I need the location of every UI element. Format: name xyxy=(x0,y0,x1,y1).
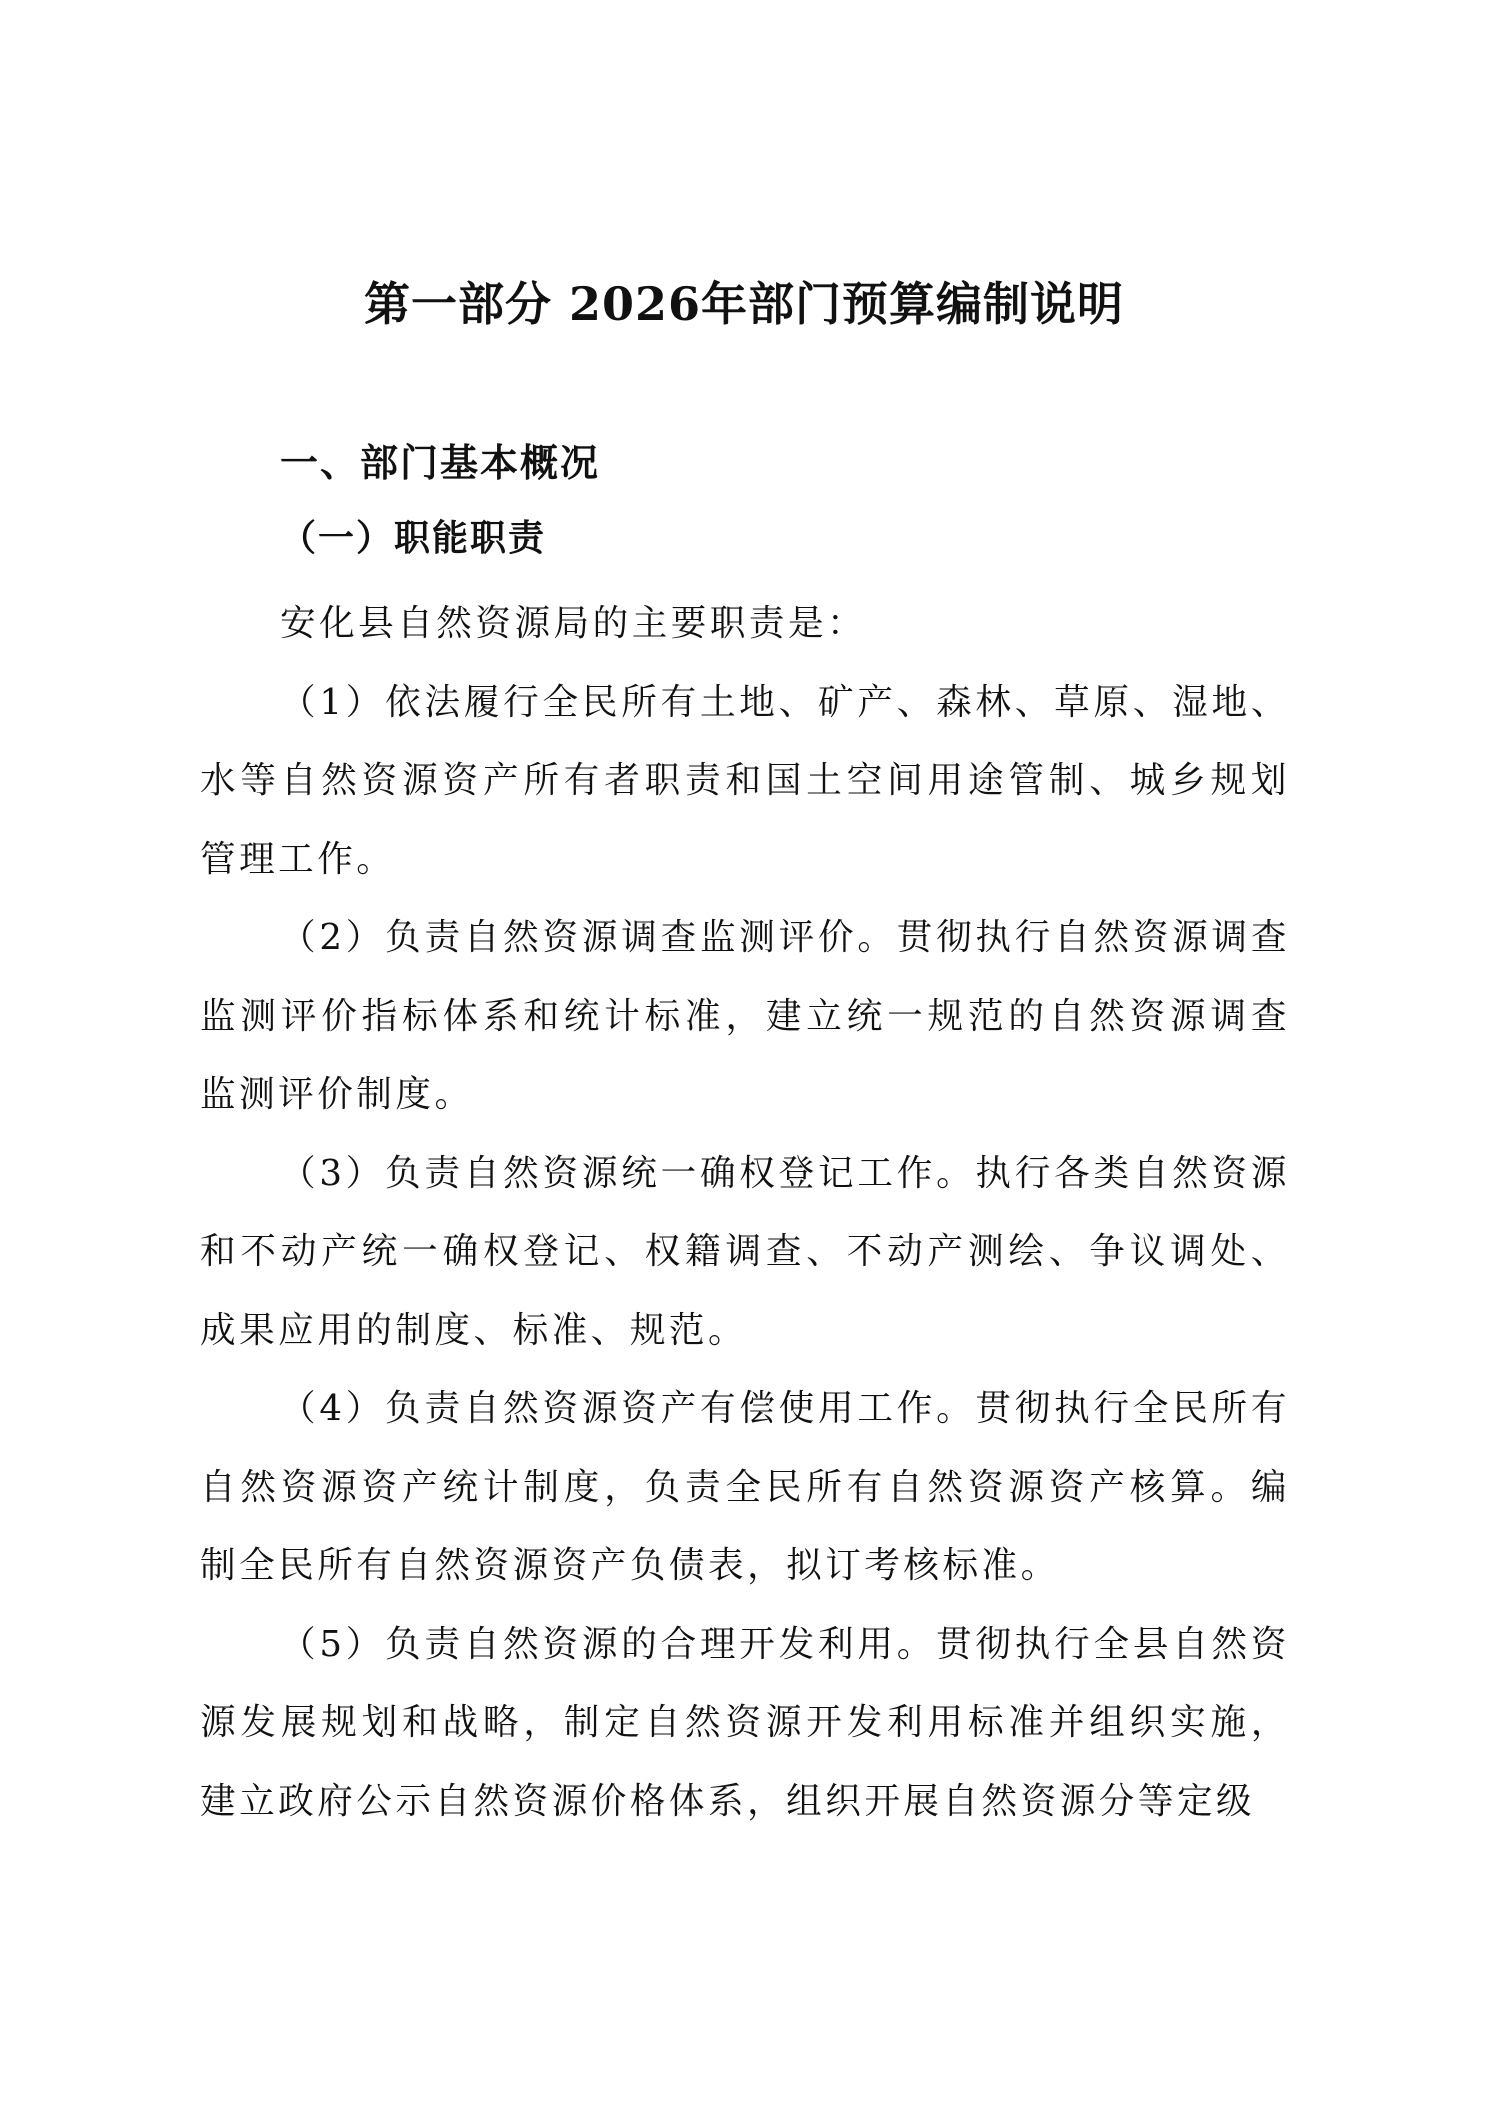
paragraph: 安化县自然资源局的主要职责是： xyxy=(280,603,867,644)
body-text xyxy=(200,585,1290,1841)
section-heading: 一、部门基本概况 xyxy=(280,441,601,485)
paragraph: （5）负责自然资源的合理开发利用。贯彻执行全县自然资源发展规划和战略，制定自然资源开发利用标准并组织实施，建立政府公示自然资源价格体系，组织开展自然资源分等定级 xyxy=(200,1623,1290,1822)
paragraph: （3）负责自然资源统一确权登记工作。执行各类自然资源和不动产统一确权登记、权籍调查、不动产测绘、争议调处、成果应用的制度、标准、规范。 xyxy=(200,1152,1290,1351)
paragraph: （4）负责自然资源资产有偿使用工作。贯彻执行全民所有自然资源资产统计制度，负责全民所有自然资源资产核算。编制全民所有自然资源资产负债表，拟订考核标准。 xyxy=(200,1388,1290,1586)
document-title: 第一部分 2026年部门预算编制说明 xyxy=(363,277,1125,331)
paragraph: （2）负责自然资源调查监测评价。贯彻执行自然资源调查监测评价指标体系和统计标准，建立统一规范的自然资源调查监测评价制度。 xyxy=(200,917,1290,1115)
paragraph: （1）依法履行全民所有土地、矿产、森林、草原、湿地、水等自然资源资产所有者职责和国土空间用途管制、城乡规划管理工作。 xyxy=(200,681,1290,880)
subsection-heading: （一）职能职责 xyxy=(280,518,547,559)
